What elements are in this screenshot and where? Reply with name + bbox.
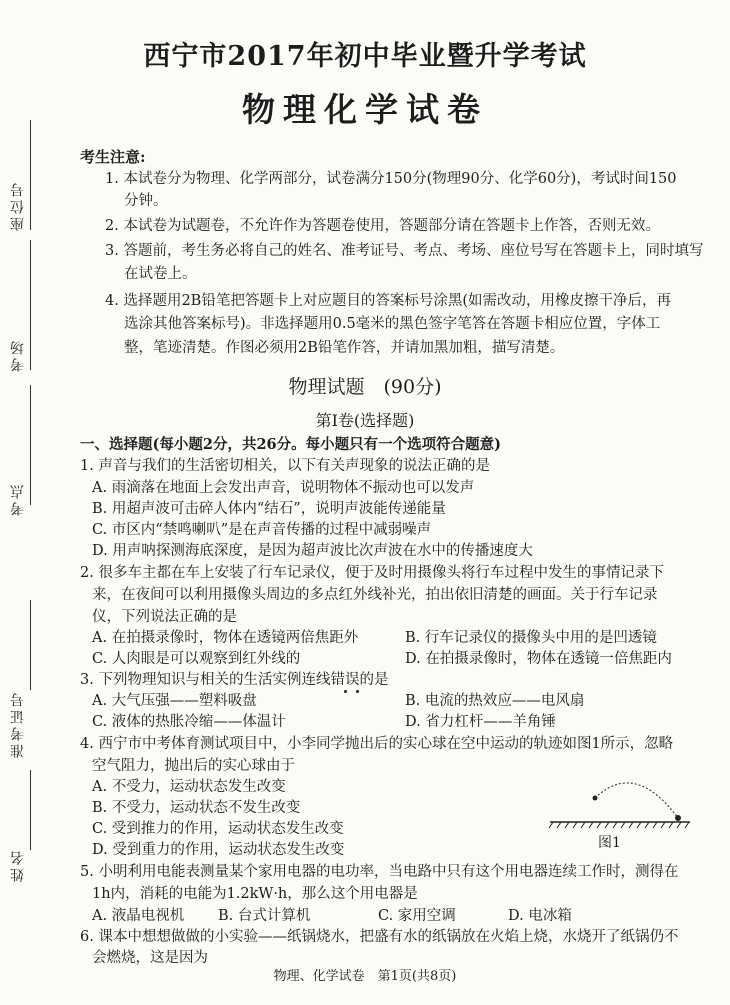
notice-line: 1. 本试卷分为物理、化学两部分，试卷满分150分(物理90分、化学60分)，考试时间150 (105, 171, 677, 187)
option-c: C. 受到推力的作用，运动状态发生改变 (92, 821, 344, 837)
option-d: D. 省力杠杆——羊角锤 (405, 714, 556, 730)
question-stem: 1h内，消耗的电能为1.2kW·h，那么这个用电器是 (92, 886, 418, 902)
option-c: C. 液体的热胀冷缩——体温计 (92, 714, 286, 730)
exam-subtitle: 物理化学试卷 (242, 90, 488, 129)
option-a: A. 大气压强——塑料吸盘 (92, 693, 257, 709)
page-footer: 物理、化学试卷 第1页(共8页) (273, 969, 457, 984)
question-stem: 会燃烧，这是因为 (92, 950, 208, 966)
option-b: B. 不受力，运动状态不发生改变 (92, 800, 301, 816)
field-line-name (30, 770, 31, 850)
notice-line: 3. 答题前，考生务必将自己的姓名、准考证号、考点、考场、座位号写在答题卡上，同时填写 (105, 243, 704, 259)
notice-line: 整，笔迹清楚。作图必须用2B铅笔作答，并请加黑加粗，描写清楚。 (124, 340, 565, 356)
emphasis-dot (356, 690, 359, 693)
notice-line: 选涂其他答案标号)。非选择题用0.5毫米的黑色签字笔答在答题卡相应位置，字体工 (124, 316, 661, 332)
notice-line: 4. 选择题用2B铅笔把答题卡上对应题目的答案标号涂黑(如需改动，用橡皮擦干净后，再 (105, 293, 671, 309)
exam-title: 西宁市2017年初中毕业暨升学考试 (143, 41, 587, 72)
notice-heading: 考生注意: (80, 148, 146, 166)
option-c: C. 市区内“禁鸣喇叭”是在声音传播的过程中减弱噪声 (92, 522, 432, 538)
notice-line: 分钟。 (124, 193, 168, 209)
option-c: C. 家用空调 (378, 908, 456, 924)
field-line-site (30, 385, 31, 505)
option-d: D. 受到重力的作用，运动状态发生改变 (92, 842, 345, 858)
question-stem: 3. 下列物理知识与相关的生活实例连线错误的是 (80, 672, 389, 688)
question-stem: 5. 小明利用电能表测量某个家用电器的电功率，当电路中只有这个用电器连续工作时，测得在 (80, 864, 679, 880)
field-line-room (30, 240, 31, 370)
option-d: D. 在拍摄录像时，物体在透镜一倍焦距内 (405, 651, 672, 667)
option-d: D. 用声呐探测海底深度，是因为超声波比次声波在水中的传播速度大 (92, 543, 533, 559)
option-b: B. 行车记录仪的摄像头中用的是凹透镜 (405, 630, 657, 646)
field-exam-site: 考点 (10, 482, 26, 516)
part-heading: 一、选择题(每小题2分，共26分。每小题只有一个选项符合题意) (80, 436, 501, 453)
question-stem: 6. 课本中想想做做的小实验——纸锅烧水，把盛有水的纸锅放在火焰上烧，水烧开了纸锅仍不 (80, 929, 679, 945)
question-stem: 2. 很多车主都在车上安装了行车记录仪，便于及时用摄像头将行车过程中发生的事情记录下 (80, 565, 664, 581)
option-a: A. 液晶电视机 (92, 908, 185, 924)
option-b: B. 用超声波可击碎人体内“结石”，说明声波能传递能量 (92, 501, 446, 517)
section-title: 物理试题 (90分) (288, 376, 442, 398)
option-d: D. 电冰箱 (508, 908, 572, 924)
option-c: C. 人肉眼是可以观察到红外线的 (92, 651, 301, 667)
section-subtitle: 第Ⅰ卷(选择题) (315, 411, 415, 430)
option-a: A. 不受力，运动状态发生改变 (92, 779, 286, 795)
question-stem: 来，在夜间可以利用摄像头周边的多点红外线补光，拍出依旧清楚的画面。关于行车记录 (92, 587, 658, 603)
question-stem: 4. 西宁市中考体育测试项目中，小李同学抛出后的实心球在空中运动的轨迹如图1所示，忽略 (80, 736, 674, 752)
question-stem: 1. 声音与我们的生活密切相关，以下有关声现象的说法正确的是 (80, 458, 490, 474)
option-b: B. 电流的热效应——电风扇 (405, 693, 585, 709)
field-name: 姓名 (10, 848, 26, 882)
question-stem: 空气阻力，抛出后的实心球由于 (92, 758, 295, 774)
notice-line: 2. 本试卷为试题卷，不允许作为答题卷使用，答题部分请在答题卡上作答，否则无效。 (105, 218, 660, 234)
notice-line: 在试卷上。 (124, 266, 197, 282)
question-stem: 仪，下列说法正确的是 (92, 609, 237, 625)
field-line-seat (30, 120, 31, 230)
option-a: A. 雨滴落在地面上会发出声音，说明物体不振动也可以发声 (92, 480, 475, 496)
option-b: B. 台式计算机 (218, 908, 311, 924)
emphasis-dot (344, 690, 347, 693)
figure-label: 图1 (598, 835, 621, 851)
trajectory-figure (545, 770, 695, 832)
option-a: A. 在拍摄录像时，物体在透镜两倍焦距外 (92, 630, 359, 646)
field-ticket-number: 准考证号 (10, 690, 26, 758)
field-line-ticket (30, 600, 31, 690)
field-seat-number: 座位号 (10, 180, 26, 231)
field-exam-room: 考场 (10, 338, 26, 372)
